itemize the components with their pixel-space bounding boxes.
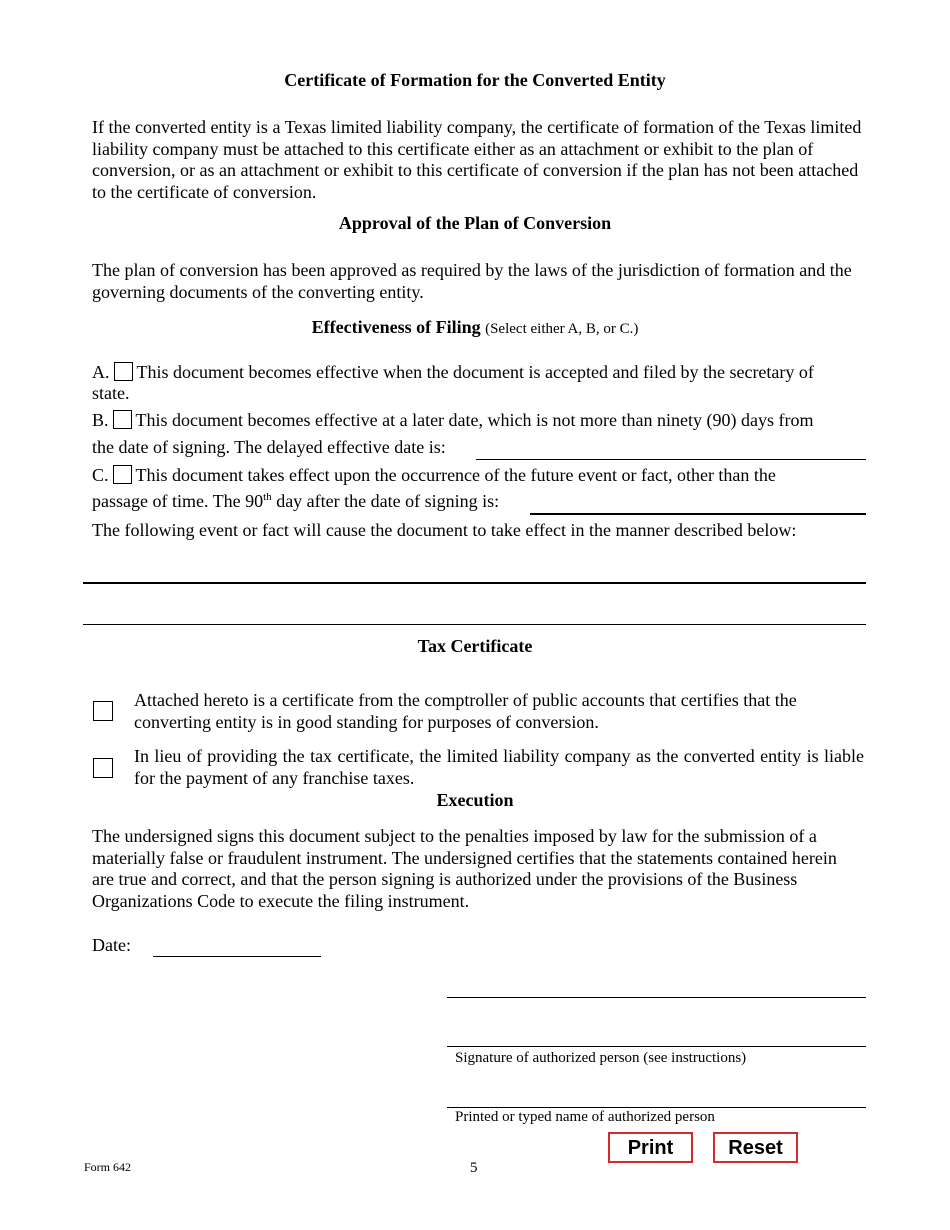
option-a-text-cont: state.	[92, 383, 130, 403]
execution-paragraph: The undersigned signs this document subject to the penalties imposed by law for the submission of a materially false or fraudulent instrument. The undersigned certifies that the statements contained herein are true and correct, and that the person signing is authorized under the provisions of the Business Organizations Code to execute the filing instrument.	[92, 826, 837, 911]
option-a-letter: A.	[92, 362, 110, 382]
tax-option-2-text: In lieu of providing the tax certificate, the limited liability company as the converted entity is liable for the payment of any franchise taxes.	[134, 746, 864, 788]
printed-name-line[interactable]	[447, 1107, 866, 1108]
option-a-text: This document becomes effective when the document is accepted and filed by the secretary of	[136, 362, 814, 382]
option-c-superscript: th	[263, 491, 272, 503]
option-c-text-part1: passage of time. The 90	[92, 491, 264, 511]
ninetieth-day-date-field[interactable]	[530, 493, 866, 515]
form-number: Form 642	[84, 1160, 132, 1174]
option-c-checkbox[interactable]	[113, 465, 132, 484]
date-label: Date:	[92, 935, 131, 955]
option-c-text: This document takes effect upon the occurrence of the future event or fact, other than the	[135, 465, 776, 485]
option-b-checkbox[interactable]	[113, 410, 132, 429]
execution-heading: Execution	[436, 790, 514, 810]
printed-name-label: Printed or typed name of authorized person	[455, 1109, 715, 1125]
page-number: 5	[470, 1160, 478, 1176]
tax-option-1-text: Attached hereto is a certificate from the comptroller of public accounts that certifies that the converting entity is in good standing for purposes of conversion.	[134, 690, 797, 732]
option-b-text: This document becomes effective at a later date, which is not more than ninety (90) days from	[135, 410, 814, 430]
option-a-checkbox[interactable]	[114, 362, 133, 381]
option-b-text-cont: the date of signing. The delayed effective date is:	[92, 437, 446, 457]
signature-line[interactable]	[447, 1046, 866, 1047]
section-divider	[83, 624, 866, 625]
tax-option-2-checkbox[interactable]	[93, 758, 113, 778]
formation-heading: Certificate of Formation for the Converted Entity	[284, 70, 666, 90]
effectiveness-title: Effectiveness of Filing	[311, 317, 481, 337]
signature-top-line	[447, 997, 866, 998]
event-description-field[interactable]	[83, 560, 866, 584]
option-c-text-cont	[92, 491, 499, 512]
print-button[interactable]: Print	[608, 1132, 693, 1163]
approval-paragraph: The plan of conversion has been approved as required by the laws of the jurisdiction of formation and the governing documents of the converting entity.	[92, 260, 852, 302]
tax-heading: Tax Certificate	[417, 636, 533, 656]
signature-label: Signature of authorized person (see instructions)	[455, 1050, 747, 1066]
approval-heading: Approval of the Plan of Conversion	[338, 213, 612, 233]
event-description-label: The following event or fact will cause the document to take effect in the manner described below:	[92, 520, 797, 540]
option-c-text-part2: day after the date of signing is:	[271, 491, 500, 511]
option-b-letter: B.	[92, 410, 109, 430]
option-c-row	[92, 465, 776, 486]
option-a-row	[92, 362, 814, 383]
effectiveness-note: (Select either A, B, or C.)	[485, 321, 639, 337]
formation-paragraph: If the converted entity is a Texas limited liability company, the certificate of formation of the Texas limited liability company must be attached to this certificate either as an attachment or exhibit to the plan of conversion, or as an attachment or exhibit to this certificate of conversion if the plan has not been attached to the certificate of conversion.	[92, 117, 862, 202]
execution-date-field[interactable]	[153, 936, 321, 957]
delayed-effective-date-field[interactable]	[476, 439, 866, 460]
reset-button[interactable]: Reset	[713, 1132, 798, 1163]
option-c-letter: C.	[92, 465, 109, 485]
effectiveness-heading	[0, 317, 950, 338]
tax-option-1-checkbox[interactable]	[93, 701, 113, 721]
option-b-row	[92, 410, 813, 431]
